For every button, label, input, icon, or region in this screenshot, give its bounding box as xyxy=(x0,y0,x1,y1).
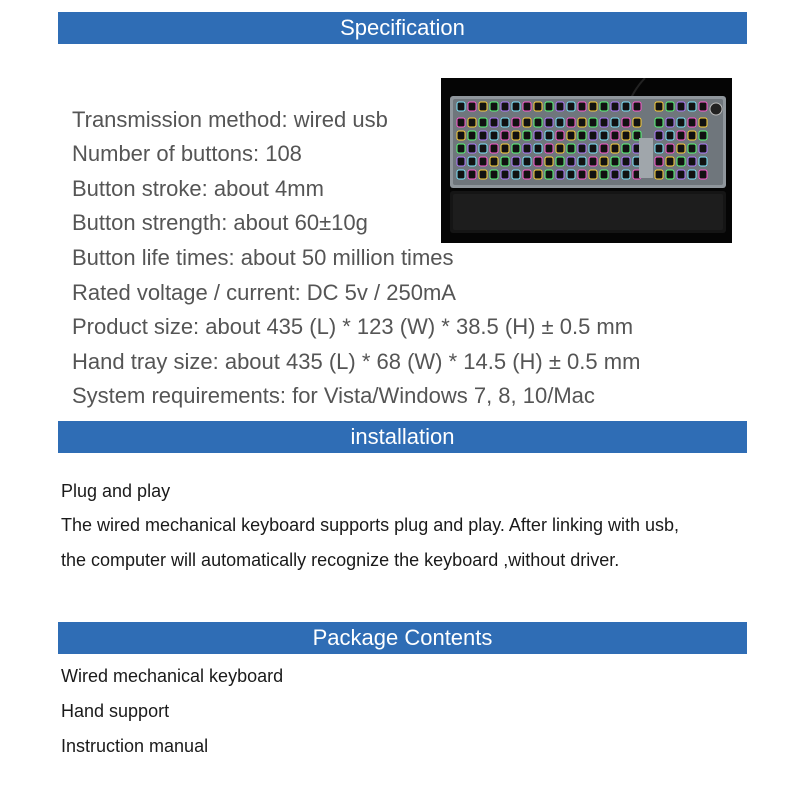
spec-strength: Button strength: about 60±10g xyxy=(72,210,368,235)
installation-header xyxy=(58,421,747,453)
spec-life: Button life times: about 50 million times xyxy=(72,245,454,270)
package-item: Instruction manual xyxy=(61,736,209,756)
installation-line: The wired mechanical keyboard supports plug and play. After linking with usb, xyxy=(61,515,680,535)
package-item: Wired mechanical keyboard xyxy=(61,666,284,686)
spec-voltage: Rated voltage / current: DC 5v / 250mA xyxy=(72,280,456,305)
spec-system-requirements: System requirements: for Vista/Windows 7, 8, 10/Mac xyxy=(72,383,595,408)
installation-heading: installation xyxy=(350,424,455,449)
spec-transmission: Transmission method: wired usb xyxy=(72,107,388,132)
package-item: Hand support xyxy=(61,701,170,721)
spec-buttons: Number of buttons: 108 xyxy=(72,141,302,166)
keyboard-image xyxy=(441,78,732,243)
spec-stroke: Button stroke: about 4mm xyxy=(72,176,324,201)
package-contents-header xyxy=(58,622,747,654)
installation-line: Plug and play xyxy=(61,481,171,501)
keyboard-icon xyxy=(441,78,732,243)
installation-line: the computer will automatically recognize the keyboard ,without driver. xyxy=(61,550,620,570)
package-contents-heading: Package Contents xyxy=(312,625,493,650)
spec-hand-tray-size: Hand tray size: about 435 (L) * 68 (W) * 14.5 (H) ± 0.5 mm xyxy=(72,349,641,374)
spec-product-size: Product size: about 435 (L) * 123 (W) * 38.5 (H) ± 0.5 mm xyxy=(72,314,634,339)
specification-heading: Specification xyxy=(340,15,465,40)
specification-header xyxy=(58,12,747,44)
